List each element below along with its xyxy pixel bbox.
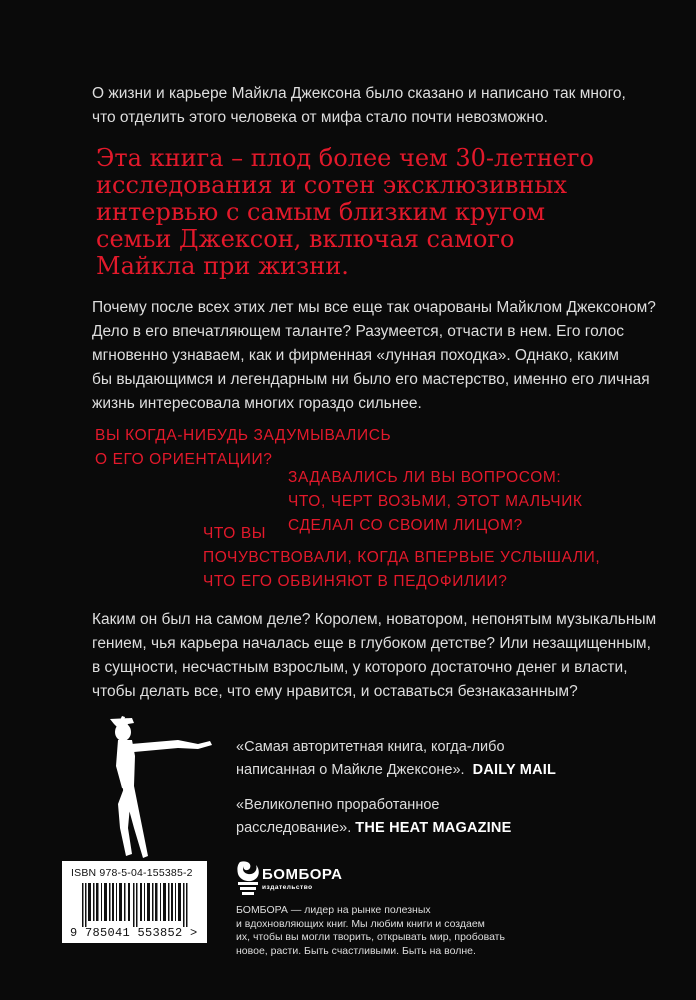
question-line: ЗАДАВАЛИСЬ ЛИ ВЫ ВОПРОСОМ: [288,469,562,486]
body-paragraph-2 [92,608,657,704]
question-line: ЧТО ВЫ [203,525,267,542]
barcode-digits: 9 785041 553852 > [70,926,198,940]
review-daily-mail [236,736,556,782]
publisher-description [236,904,505,958]
body-line: Почему после всех этих лет мы все еще так очарованы Майклом Джексоном? [92,299,656,316]
review-line [236,759,556,782]
barcode-bars [82,883,192,927]
publisher-desc-line: БОМБОРА — лидер на рынке полезных [236,904,431,916]
publisher-desc-line: и вдохновляющих книг. Мы любим книги и создаем [236,917,485,930]
pull-quote-line: исследования и сотен эксклюзивных [96,171,568,199]
question-line: СДЕЛАЛ СО СВОИМ ЛИЦОМ? [288,517,523,534]
review-line: «Великолепно проработанное [236,797,440,813]
review-source: DAILY MAIL [472,762,557,778]
review-text: расследование». [236,820,352,836]
pull-quote-line: Эта книга – плод более чем 30-летнего [96,144,594,172]
question-line: ЧТО ЕГО ОБВИНЯЮТ В ПЕДОФИЛИИ? [203,573,508,590]
bombora-wave-logo-icon [236,860,260,898]
intro-line: что отделить этого человека от мифа стало почти невозможно. [92,109,548,126]
review-heat-magazine [236,794,511,840]
review-line [236,817,511,840]
question-orientation [95,424,391,472]
intro-paragraph [92,82,626,130]
publisher-name: БОМБОРА [262,866,343,883]
publisher-desc-line: их, чтобы вы могли творить, открывать мир, пробовать [236,931,505,943]
intro-line: О жизни и карьере Майкла Джексона было сказано и написано так много, [92,85,626,102]
question-line: ПОЧУВСТВОВАЛИ, КОГДА ВПЕРВЫЕ УСЛЫШАЛИ, [203,549,601,566]
body-line: Каким он был на самом деле? Королем, новатором, непонятым музыкальным [92,611,657,628]
barcode-label [62,861,207,943]
review-line: «Самая авторитетная книга, когда-либо [236,739,505,755]
question-line: ЧТО, ЧЕРТ ВОЗЬМИ, ЭТОТ МАЛЬЧИК [288,493,583,510]
pull-quote-line: семьи Джексон, включая самого [96,225,515,253]
pull-quote-line: Майкла при жизни. [96,252,349,280]
question-line: ВЫ КОГДА-НИБУДЬ ЗАДУМЫВАЛИСЬ [95,427,392,444]
review-text: написанная о Майкле Джексоне». [236,762,465,778]
body-line: бы выдающимся и легендарным ни было его мастерство, именно его личная [92,371,650,388]
pull-quote-line: интервью с самым близким кругом [96,198,546,226]
review-source: THE HEAT MAGAZINE [355,820,512,836]
dancer-silhouette-icon [98,716,218,866]
pull-quote [96,145,656,280]
body-paragraph-1 [92,296,656,416]
isbn-text: ISBN 978-5-04-155385-2 [71,867,193,879]
body-line: чтобы делать все, что ему нравится, и оставаться безнаказанным? [92,683,578,700]
body-line: жизнь интересовала многих гораздо сильнее. [92,395,422,412]
body-line: гением, чья карьера началась еще в глубоком детстве? Или незащищенным, [92,635,651,652]
body-line: в сущности, несчастным взрослым, у которого достаточно денег и власти, [92,659,628,676]
question-accusation [203,522,600,594]
publisher-subtitle: издательство [262,884,313,891]
body-line: мгновенно узнаваем, как и фирменная «лунная походка». Однако, каким [92,347,619,364]
body-line: Дело в его впечатляющем таланте? Разумеется, отчасти в нем. Его голос [92,323,624,340]
publisher-desc-line: новое, расти. Быть счастливыми. Быть на волне. [236,944,476,957]
question-line: О ЕГО ОРИЕНТАЦИИ? [95,451,273,468]
